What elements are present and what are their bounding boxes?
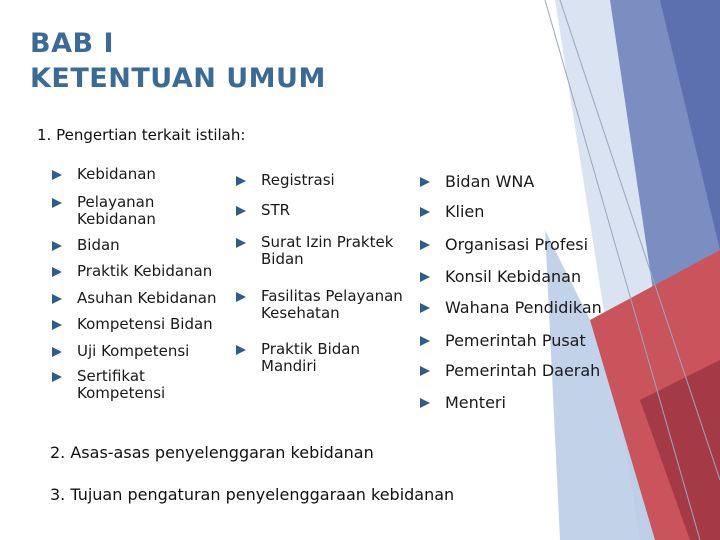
arrow-bullet-icon <box>420 303 430 313</box>
section-item-2: 2. Asas-asas penyelenggaran kebidanan <box>50 443 374 462</box>
arrow-bullet-icon <box>420 398 430 408</box>
list-item-label: Klien <box>445 202 485 221</box>
arrow-bullet-icon <box>236 292 246 302</box>
arrow-bullet-icon <box>420 336 430 346</box>
list-item-line: Kompetensi <box>77 384 166 402</box>
list-item-line: Mandiri <box>261 357 317 375</box>
list-item-label: Praktik Kebidanan <box>77 262 213 280</box>
subheading: 1. Pengertian terkait istilah: <box>37 126 246 144</box>
list-item-label <box>261 288 403 322</box>
arrow-bullet-icon <box>52 241 62 251</box>
list-item-line: Pelayanan <box>77 193 155 211</box>
title-line-1: BAB I <box>30 28 115 59</box>
arrow-bullet-icon <box>52 347 62 357</box>
list-item-label: Bidan WNA <box>445 172 535 191</box>
list-item-label: Menteri <box>445 393 506 412</box>
arrow-bullet-icon <box>420 207 430 217</box>
arrow-bullet-icon <box>420 366 430 376</box>
arrow-bullet-icon <box>420 177 430 187</box>
list-item-line: Fasilitas Pelayanan <box>261 287 403 305</box>
arrow-bullet-icon <box>52 198 62 208</box>
list-item-line: Sertifikat <box>77 367 145 385</box>
slide-title <box>30 26 326 96</box>
list-item-label: Pemerintah Daerah <box>445 361 601 380</box>
list-item-label: Bidan <box>77 236 120 254</box>
arrow-bullet-icon <box>420 240 430 250</box>
list-item-line: Bidan <box>261 250 304 268</box>
list-item-label: Kebidanan <box>77 165 156 183</box>
arrow-bullet-icon <box>236 206 246 216</box>
list-item-label: Pemerintah Pusat <box>445 331 586 350</box>
list-item-line: Kesehatan <box>261 304 340 322</box>
list-item-label: STR <box>261 201 291 219</box>
list-item-line: Praktik Bidan <box>261 340 361 358</box>
arrow-bullet-icon <box>236 176 246 186</box>
list-item-label: Kompetensi Bidan <box>77 315 213 333</box>
list-item-label: Registrasi <box>261 171 335 189</box>
list-item-label: Organisasi Profesi <box>445 235 589 254</box>
arrow-bullet-icon <box>52 267 62 277</box>
section-item-3: 3. Tujuan pengaturan penyelenggaraan kebidanan <box>50 485 455 504</box>
list-item-label <box>77 194 156 228</box>
arrow-bullet-icon <box>52 294 62 304</box>
list-item-label <box>261 234 393 268</box>
list-item-label: Konsil Kebidanan <box>445 267 582 286</box>
arrow-bullet-icon <box>420 272 430 282</box>
arrow-bullet-icon <box>52 372 62 382</box>
list-item-label: Asuhan Kebidanan <box>77 289 217 307</box>
list-item-label <box>77 368 165 402</box>
list-item-line: Kebidanan <box>77 210 156 228</box>
list-item-label <box>261 341 360 375</box>
list-item-label: Uji Kompetensi <box>77 342 190 360</box>
arrow-bullet-icon <box>52 320 62 330</box>
arrow-bullet-icon <box>236 345 246 355</box>
arrow-bullet-icon <box>52 170 62 180</box>
title-line-2: KETENTUAN UMUM <box>30 63 326 94</box>
list-item-label: Wahana Pendidikan <box>445 298 602 317</box>
list-item-line: Surat Izin Praktek <box>261 233 394 251</box>
arrow-bullet-icon <box>236 238 246 248</box>
